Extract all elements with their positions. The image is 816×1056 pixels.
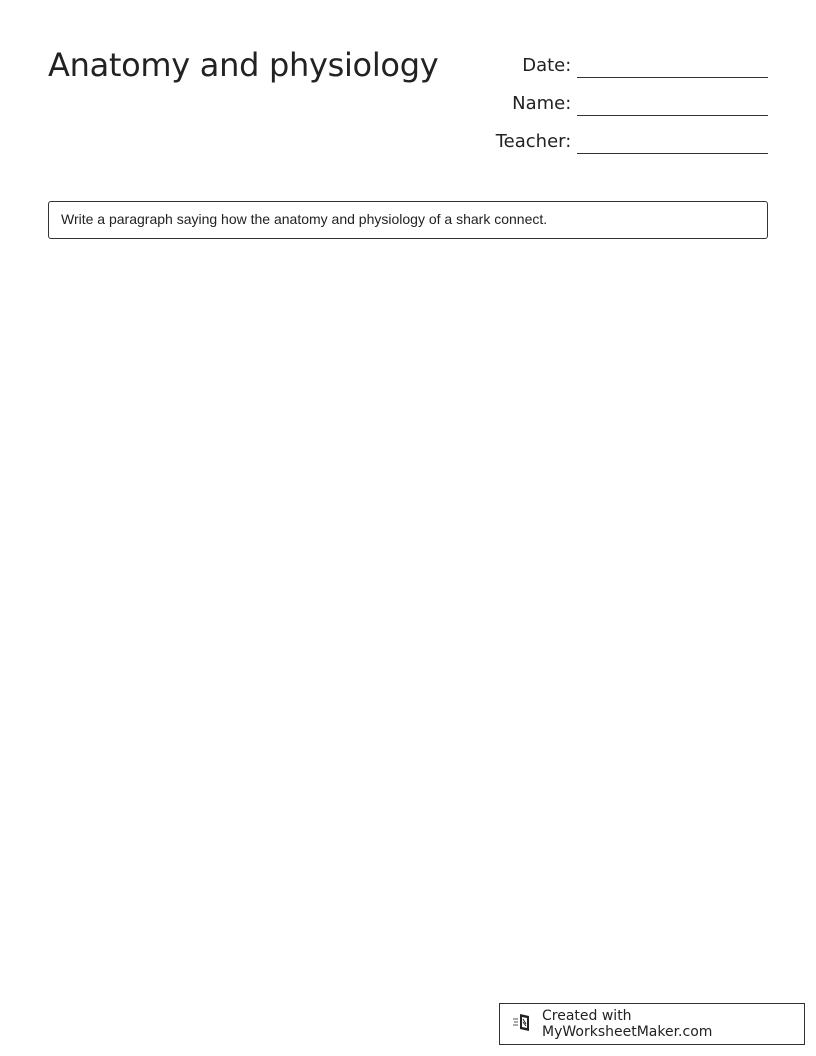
name-field: [468, 86, 768, 116]
worksheet-maker-logo-icon: [512, 1011, 534, 1037]
date-label: Date:: [522, 55, 572, 76]
name-label: Name:: [512, 93, 572, 114]
date-field: [468, 48, 768, 78]
footer-credit[interactable]: [499, 1003, 805, 1045]
writing-prompt: Write a paragraph saying how the anatomy and physiology of a shark connect.: [48, 201, 768, 239]
teacher-label: Teacher:: [495, 131, 572, 152]
teacher-field: [468, 124, 768, 154]
date-input-line[interactable]: [577, 47, 768, 78]
teacher-input-line[interactable]: [577, 123, 768, 154]
footer-text: Created with MyWorksheetMaker.com: [542, 1008, 713, 1040]
worksheet-title: Anatomy and physiology: [48, 46, 439, 84]
name-input-line[interactable]: [577, 85, 768, 116]
